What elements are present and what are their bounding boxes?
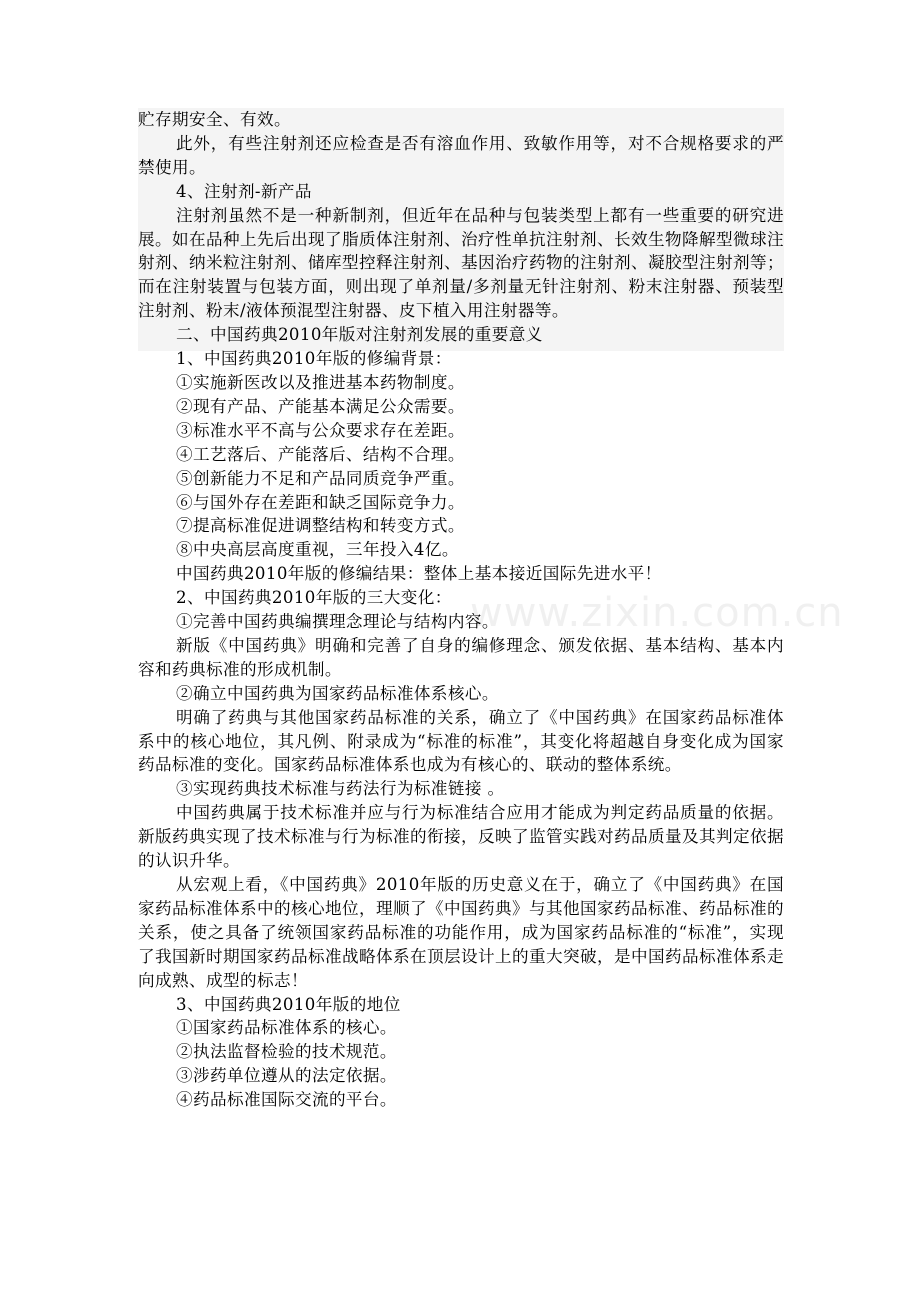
paragraph: 1、中国药典2010年版的修编背景：	[176, 349, 452, 369]
paragraph: 二、中国药典2010年版对注射剂发展的重要意义	[176, 325, 543, 345]
paragraph: 贮存期安全、有效。	[138, 110, 291, 129]
paragraph: 从宏观上看，《中国药典》2010年版的历史意义在于，确立了《中国药典》在国家药品标准体系中的核心地位，理顺了《中国药典》与其他国家药品标准、药品标准的关系，使之具备了统领国家药品标准的功能作用，成为国家药品标准的“标准”，实现了我国新时期国家药品标准战略体系在顶层设计上的重大突破，是中国药品标准体系走向成熟、成型的标志！	[138, 875, 784, 990]
paragraph: ⑦提高标准促进调整结构和转变方式。	[176, 516, 465, 536]
paragraph: ②执法监督检验的技术规范。	[176, 1042, 397, 1062]
paragraph: ④工艺落后、产能落后、结构不合理。	[176, 444, 465, 464]
paragraph: 4、注射剂-新产品	[176, 181, 312, 201]
paragraph: ③实现药典技术标准与药法行为标准链接 。	[176, 779, 505, 799]
paragraph: 3、中国药典2010年版的地位	[176, 994, 401, 1014]
watermark: www.zixin.com.cn	[470, 590, 844, 636]
paragraph: ②现有产品、产能基本满足公众需要。	[176, 396, 465, 416]
paragraph: ③标准水平不高与公众要求存在差距。	[176, 420, 465, 440]
paragraph: 注射剂虽然不是一种新制剂，但近年在品种与包装类型上都有一些重要的研究进展。如在品种上先后出现了脂质体注射剂、治疗性单抗注射剂、长效生物降解型微球注射剂、纳米粒注射剂、储库型控释注射剂、基因治疗药物的注射剂、凝胶型注射剂等；而在注射装置与包装方面，则出现了单剂量/多剂量无针注射剂、粉末注射器、预装型注射剂、粉末/液体预混型注射器、皮下植入用注射器等。	[138, 205, 784, 321]
paragraph: 中国药典属于技术标准并应与行为标准结合应用才能成为判定药品质量的依据。新版药典实现了技术标准与行为标准的衔接，反映了监管实践对药品质量及其判定依据的认识升华。	[138, 803, 784, 871]
paragraph: 明确了药典与其他国家药品标准的关系，确立了《中国药典》在国家药品标准体系中的核心地位，其凡例、附录成为“标准的标准”，其变化将超越自身变化成为国家药品标准的变化。国家药品标准体系也成为有核心的、联动的整体系统。	[138, 707, 784, 775]
document-body	[138, 108, 784, 1112]
paragraph: ④药品标准国际交流的平台。	[176, 1090, 397, 1110]
paragraph: ③涉药单位遵从的法定依据。	[176, 1066, 397, 1086]
paragraph: ⑤创新能力不足和产品同质竞争严重。	[176, 468, 465, 488]
paragraph: ②确立中国药典为国家药品标准体系核心。	[176, 683, 499, 703]
paragraph: ①国家药品标准体系的核心。	[176, 1018, 397, 1038]
paragraph: ①完善中国药典编撰理念理论与结构内容。	[176, 612, 499, 632]
paragraph: ⑧中央高层高度重视，三年投入4亿。	[176, 540, 459, 560]
paragraph: 新版《中国药典》明确和完善了自身的编修理念、颁发依据、基本结构、基本内容和药典标准的形成机制。	[138, 635, 784, 679]
paragraph: ①实施新医改以及推进基本药物制度。	[176, 372, 465, 392]
paragraph: 中国药典2010年版的修编结果：整体上基本接近国际先进水平！	[176, 564, 662, 584]
paragraph: ⑥与国外存在差距和缺乏国际竞争力。	[176, 492, 465, 512]
paragraph: 此外，有些注射剂还应检查是否有溶血作用、致敏作用等，对不合规格要求的严禁使用。	[138, 133, 784, 177]
paragraph: 2、中国药典2010年版的三大变化：	[176, 588, 452, 608]
